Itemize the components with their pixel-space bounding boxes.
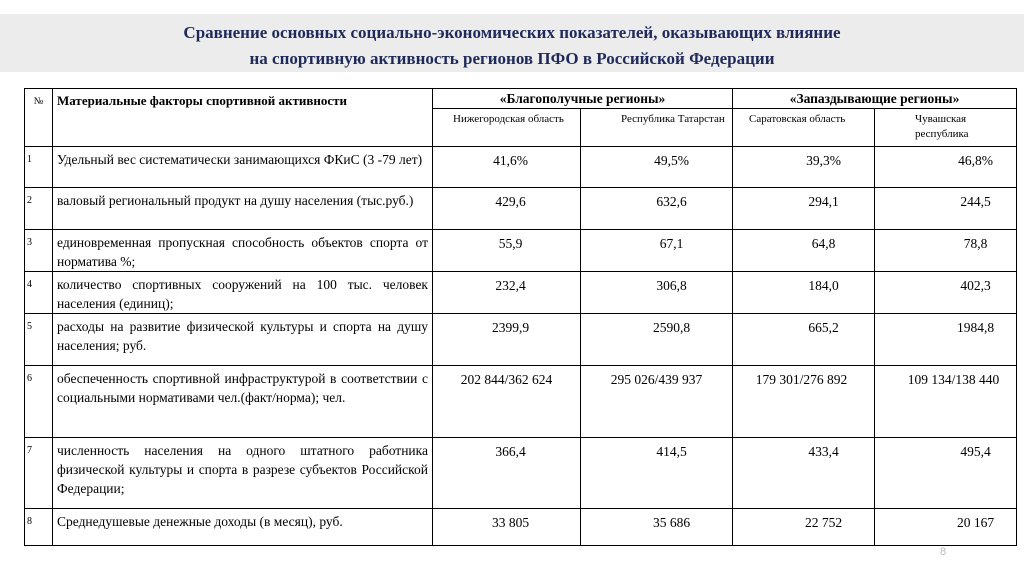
row-value <box>433 272 581 314</box>
row-value <box>433 230 581 272</box>
row-value <box>733 188 875 230</box>
value-text: 184,0 <box>808 278 839 293</box>
row-value <box>733 366 875 438</box>
row-value <box>733 314 875 366</box>
value-text: 202 844/362 624 <box>460 372 553 387</box>
value-text: 429,6 <box>495 194 526 209</box>
title-line-2: на спортивную активность регионов ПФО в Российской Федерации <box>249 49 775 68</box>
row-value <box>581 509 733 546</box>
page-number: 8 <box>940 546 947 558</box>
row-number: 5 <box>25 314 53 366</box>
table-row <box>25 509 1017 546</box>
header-num: № <box>25 89 53 147</box>
value-text: 306,8 <box>656 278 687 293</box>
row-value <box>433 509 581 546</box>
value-text: 22 752 <box>804 515 843 530</box>
row-factor: Среднедушевые денежные доходы (в месяц), руб. <box>53 509 433 546</box>
row-value <box>875 314 1017 366</box>
table-row <box>25 188 1017 230</box>
row-factor: обеспеченность спортивной инфраструктурой в соответствии с социальными нормативами чел.(факт/норма); чел. <box>53 366 433 438</box>
value-text: 244,5 <box>960 194 991 209</box>
slide-title <box>0 20 1024 72</box>
row-factor: численность населения на одного штатного работника физической культуры и спорта в разрезе субъектов Российской Федерации; <box>53 438 433 509</box>
row-value <box>875 366 1017 438</box>
row-value <box>875 438 1017 509</box>
table-row <box>25 438 1017 509</box>
value-text: 20 167 <box>956 515 995 530</box>
header-region: Чувашская республика <box>875 109 1017 147</box>
table-row <box>25 272 1017 314</box>
title-line-1: Сравнение основных социально-экономических показателей, оказывающих влияние <box>183 23 841 42</box>
row-value <box>875 230 1017 272</box>
value-text: 35 686 <box>652 515 691 530</box>
row-value <box>433 314 581 366</box>
value-text: 109 134/138 440 <box>907 372 1000 387</box>
row-number: 8 <box>25 509 53 546</box>
row-factor: Удельный вес систематически занимающихся ФКиС (3 -79 лет) <box>53 147 433 188</box>
row-value <box>433 188 581 230</box>
value-text: 78,8 <box>963 236 988 251</box>
row-value <box>733 272 875 314</box>
table-row <box>25 314 1017 366</box>
value-text: 433,4 <box>808 444 839 459</box>
row-value <box>433 147 581 188</box>
header-row <box>25 89 1017 109</box>
row-value <box>433 438 581 509</box>
value-text: 366,4 <box>495 444 526 459</box>
value-text: 55,9 <box>498 236 523 251</box>
value-text: 67,1 <box>659 236 684 251</box>
value-text: 2399,9 <box>491 320 530 335</box>
table-row <box>25 147 1017 188</box>
row-factor: расходы на развитие физической культуры и спорта на душу населения; руб. <box>53 314 433 366</box>
value-text: 295 026/439 937 <box>610 372 703 387</box>
value-text: 665,2 <box>808 320 839 335</box>
value-text: 179 301/276 892 <box>755 372 848 387</box>
header-factors: Материальные факторы спортивной активности <box>53 89 433 147</box>
row-value <box>581 230 733 272</box>
row-factor: количество спортивных сооружений на 100 тыс. человек населения (единиц); <box>53 272 433 314</box>
row-number: 7 <box>25 438 53 509</box>
value-text: 232,4 <box>495 278 526 293</box>
row-value <box>875 509 1017 546</box>
value-text: 46,8% <box>958 153 993 168</box>
value-text: 2590,8 <box>652 320 691 335</box>
value-text: 41,6% <box>493 153 528 168</box>
header-group-prosperous: «Благополучные регионы» <box>433 89 733 109</box>
row-value <box>733 438 875 509</box>
row-value <box>581 438 733 509</box>
header-group-lagging: «Запаздывающие регионы» <box>733 89 1017 109</box>
row-value <box>733 509 875 546</box>
row-value <box>581 272 733 314</box>
row-value <box>433 366 581 438</box>
comparison-table <box>24 88 1017 546</box>
row-value <box>581 314 733 366</box>
row-value <box>581 366 733 438</box>
value-text: 414,5 <box>656 444 687 459</box>
row-value <box>875 188 1017 230</box>
row-factor: валовый региональный продукт на душу населения (тыс.руб.) <box>53 188 433 230</box>
header-region: Нижегородская область <box>433 109 581 147</box>
value-text: 402,3 <box>960 278 991 293</box>
table-row <box>25 230 1017 272</box>
row-value <box>733 230 875 272</box>
row-value <box>581 147 733 188</box>
row-value <box>581 188 733 230</box>
row-number: 2 <box>25 188 53 230</box>
row-number: 3 <box>25 230 53 272</box>
header-region: Саратовская область <box>733 109 875 147</box>
value-text: 49,5% <box>654 153 689 168</box>
header-region: Республика Татарстан <box>581 109 733 147</box>
value-text: 1984,8 <box>956 320 995 335</box>
table-row <box>25 366 1017 438</box>
row-factor: единовременная пропускная способность объектов спорта от норматива %; <box>53 230 433 272</box>
value-text: 33 805 <box>491 515 530 530</box>
row-value <box>875 147 1017 188</box>
row-value <box>875 272 1017 314</box>
value-text: 64,8 <box>811 236 836 251</box>
row-number: 1 <box>25 147 53 188</box>
row-number: 4 <box>25 272 53 314</box>
row-value <box>733 147 875 188</box>
value-text: 495,4 <box>960 444 991 459</box>
value-text: 632,6 <box>656 194 687 209</box>
value-text: 39,3% <box>806 153 841 168</box>
value-text: 294,1 <box>808 194 839 209</box>
row-number: 6 <box>25 366 53 438</box>
